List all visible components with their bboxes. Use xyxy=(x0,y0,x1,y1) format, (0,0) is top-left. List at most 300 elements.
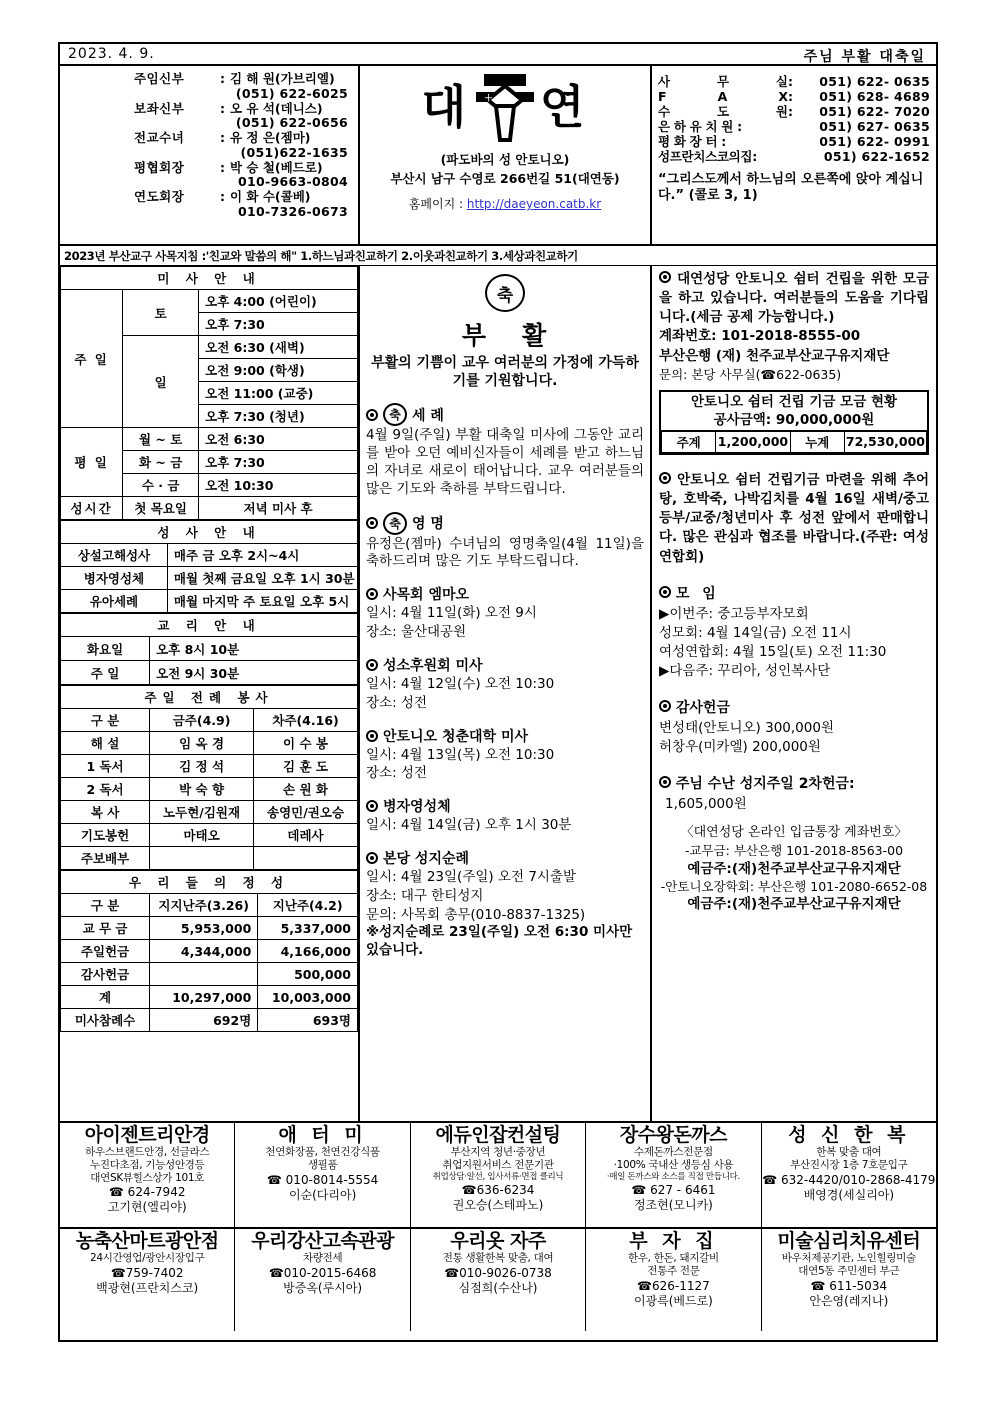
mass-time: 오전 6:30 (새벽) xyxy=(199,336,358,359)
offering-label: 주일헌금 xyxy=(61,940,150,963)
ad-business-name: 장수왕돈까스 xyxy=(619,1124,727,1146)
mass-time: 오후 7:30 (청년) xyxy=(199,405,358,428)
ad-contact-person: 방증옥(루시아) xyxy=(283,1280,363,1295)
staff-name: 오 유 석(데니스) xyxy=(230,100,323,116)
staff-role: 전교수녀 xyxy=(134,130,185,145)
announcement-line: 장소: 울산대공원 xyxy=(366,624,467,641)
fund-status-box xyxy=(659,390,929,455)
mass-day: 월 ~ 토 xyxy=(123,428,199,451)
announcement-heading xyxy=(366,512,644,535)
ad-description: 24시간영업/광안시장입구 xyxy=(89,1251,205,1264)
catechesis-row xyxy=(61,661,358,685)
masthead xyxy=(60,66,936,246)
easter-title: 부활 xyxy=(461,321,583,350)
staff-row xyxy=(60,131,354,146)
announcement-title: 성소후원회 미사 xyxy=(383,657,483,674)
fund-status-table xyxy=(661,430,927,453)
liturgy-role: 주보배부 xyxy=(61,847,150,870)
ad-phone: ☎ 632-4420/010-2868-4179 xyxy=(762,1172,936,1187)
mass-time: 오전 11:00 (교중) xyxy=(199,382,358,405)
contact-row: 사 무 실 : 051) 622- 0635 xyxy=(658,74,930,89)
svg-text:＋: ＋ xyxy=(484,94,498,104)
mass-time: 오전 10:30 xyxy=(199,474,358,497)
mass-day: 수 · 금 xyxy=(123,474,199,497)
staff-phone: (051) 622-0656 xyxy=(235,115,348,131)
thanksgiving-item: 변성태(안토니오) 300,000원 xyxy=(659,720,834,737)
contact-label: 은 하 유 치 원 : xyxy=(658,119,742,134)
ad-phone: ☎626-1127 xyxy=(637,1278,710,1293)
ad-phone: ☎636-6234 xyxy=(461,1182,535,1197)
bullet-icon xyxy=(659,776,671,788)
celebration-medal-icon: 축 xyxy=(383,403,407,426)
offering-prev2: 10,297,000 xyxy=(150,986,258,1009)
online-account-title: 〈대연성당 온라인 입금통장 계좌번호〉 xyxy=(680,825,908,841)
shelter-account-contact: 문의: 본당 사무실(☎622-0635) xyxy=(659,366,842,382)
logo-char-yeon: 연 xyxy=(540,80,589,134)
mass-day: 화 ~ 금 xyxy=(123,451,199,474)
ad-description: 하우스브랜드안경, 선글라스 xyxy=(85,1145,210,1158)
contact-row xyxy=(658,134,930,149)
ad-description: 취업상담·알선, 입사서류·면접 클리닉 xyxy=(432,1171,564,1182)
staff-role: 주임신부 xyxy=(134,71,185,86)
announcement-heading xyxy=(366,655,644,675)
offering-prev2: 4,344,000 xyxy=(150,940,258,963)
staff-name: 박 승 철(베드로) xyxy=(230,159,323,175)
ad-contact-person: 배영경(세실리아) xyxy=(803,1187,895,1202)
food-sale-notice xyxy=(659,471,929,567)
catechesis-label: 주 일 xyxy=(61,661,150,685)
parish-logo xyxy=(360,70,650,148)
contact-row: F A X : 051) 628- 4689 xyxy=(658,89,930,104)
thanksgiving-item: 허창우(미카엘) 200,000원 xyxy=(659,739,821,756)
bullet-icon xyxy=(366,659,378,671)
liturgy-this-week xyxy=(150,847,254,870)
ad-description: 수제돈까스전문점 xyxy=(634,1145,713,1158)
staff-phone: (051)622-1635 xyxy=(240,144,348,160)
celebration-medal-icon: 축 xyxy=(383,512,407,535)
scripture-verse: “그리스도께서 하느님의 오른쪽에 앉아 계십니다.” (콜로 3, 1) xyxy=(658,172,924,204)
second-collection-title: 주님 수난 성지주일 2차헌금: xyxy=(675,776,855,793)
announcement-title: 안토니오 청춘대학 미사 xyxy=(383,728,528,745)
ad-contact-person: 심점희(수산나) xyxy=(458,1280,538,1295)
liturgy-role: 복 사 xyxy=(61,801,150,824)
ad-description: 취업지원서비스 전문기관 xyxy=(442,1158,554,1171)
parish-identity-block xyxy=(360,66,652,244)
mass-group: 주 일 xyxy=(61,290,123,428)
announcement-line: 일시: 4월 14일(금) 오후 1시 30분 xyxy=(366,817,572,834)
ad-description: 바우처제공기관, 노인힐링미술 xyxy=(781,1251,916,1264)
sacrament-label: 상설고해성사 xyxy=(61,544,168,567)
diocesan-guideline-banner xyxy=(60,246,936,266)
ad-description: 부산지역 청년·중장년 xyxy=(450,1145,546,1158)
announcement-item xyxy=(366,796,644,835)
ad-business-name: 우리옷 자주 xyxy=(450,1230,546,1252)
liturgy-row xyxy=(61,824,358,847)
catechesis-title: 교 리 안 내 xyxy=(61,614,358,637)
offering-prev1: 5,337,000 xyxy=(258,917,358,940)
ad-business-name: 미술심리치유센터 xyxy=(777,1230,921,1252)
food-sale-text: 안토니오 쉼터 건립기금 마련을 위해 추어탕, 호박죽, 나박김치를 4월 16일 새벽/중고등부/교중/청년미사 후 성전 앞에서 판매합니다. 많은 관심과 협조를 바랍니다.(주관: 여성연합회) xyxy=(659,471,930,565)
catechesis-value: 오후 8시 10분 xyxy=(150,637,358,661)
offering-label: 계 xyxy=(61,986,150,1009)
mass-day: 일 xyxy=(123,336,199,428)
ad-contact-person: 이광륵(베드로) xyxy=(633,1293,713,1308)
announcement-note: ※성지순례로 23일(주일) 오전 6:30 미사만 있습니다. xyxy=(366,924,633,958)
liturgy-next-week: 손 원 화 xyxy=(254,778,358,801)
staff-phone: (051) 622-6025 xyxy=(235,85,348,101)
announcement-title: 영 명 xyxy=(412,516,444,533)
ad-phone: ☎759-7402 xyxy=(110,1265,184,1280)
announcement-line: 문의: 사목회 총무(010-8837-1325) xyxy=(366,906,586,923)
sacrament-value: 매월 첫째 금요일 오후 1시 30분 xyxy=(167,567,357,590)
advertisement-card xyxy=(586,1229,761,1331)
advertisement-card xyxy=(411,1229,586,1331)
thanksgiving-list xyxy=(659,719,929,757)
mass-group: 평 일 xyxy=(61,428,123,497)
ad-description: 천연화장품, 천연건강식품 xyxy=(265,1145,380,1158)
easter-greeting: 부활의 기쁨이 교우 여러분의 가정에 가득하기를 기원합니다. xyxy=(371,355,639,390)
offering-row xyxy=(61,986,358,1009)
announcement-title: 병자영성체 xyxy=(383,799,451,816)
sacrament-label: 유아세례 xyxy=(61,590,168,613)
parish-address: 부산시 남구 수영로 266번길 51(대연동) xyxy=(390,171,620,186)
cross-emblem-svg xyxy=(470,70,540,144)
parish-staff-block xyxy=(60,66,360,244)
bullet-icon xyxy=(659,700,671,712)
offering-label: 감사헌금 xyxy=(61,963,150,986)
ad-contact-person: 안은영(레지나) xyxy=(809,1293,889,1308)
announcement-heading xyxy=(366,796,644,816)
announcement-title: 사목회 엠마오 xyxy=(383,587,470,604)
ad-description: ·매일 돈까스와 소스를 직접 만듭니다. xyxy=(606,1171,740,1182)
second-collection-value: 1,605,000원 xyxy=(665,796,747,813)
ad-contact-person: 이순(다리아) xyxy=(288,1187,357,1202)
staff-role: 보좌신부 xyxy=(134,100,185,116)
sacraments-title: 성 사 안 내 xyxy=(61,521,358,544)
liturgy-next-week: 데레사 xyxy=(254,824,358,847)
offering-prev2: 692명 xyxy=(150,1009,258,1032)
advertisement-card xyxy=(411,1123,586,1227)
announcement-item xyxy=(366,655,644,713)
meetings-heading xyxy=(659,585,929,605)
liturgy-role: 1 독서 xyxy=(61,755,150,778)
ad-business-name: 우리강산고속관광 xyxy=(251,1230,395,1252)
content-columns xyxy=(60,266,936,1121)
mass-time: 오후 7:30 xyxy=(199,313,358,336)
advertisement-card xyxy=(235,1229,410,1331)
meeting-item: 성모회: 4월 14일(금) 오전 11시 xyxy=(659,624,852,641)
announcement-item xyxy=(366,726,644,784)
contact-value: 051) 622- 0991 xyxy=(819,134,930,149)
thanksgiving-block xyxy=(659,699,929,757)
staff-row xyxy=(60,161,354,176)
thanksgiving-title: 감사헌금 xyxy=(675,700,730,717)
contact-list xyxy=(658,74,930,164)
ad-description: 부산진시장 1층 7호문입구 xyxy=(790,1158,908,1171)
shelter-account-bank: 부산은행 (재) 천주교부산교구유지재단 xyxy=(659,347,890,364)
liturgy-row xyxy=(61,732,358,755)
liturgy-next-week: 이 수 봉 xyxy=(254,732,358,755)
online-account-line: 예금주:(재)천주교부산교구유지재단 xyxy=(687,896,901,913)
advertisement-card xyxy=(235,1123,410,1227)
advertisement-card xyxy=(60,1229,235,1331)
cross-emblem-icon xyxy=(470,70,540,144)
bullet-icon xyxy=(366,852,378,864)
liturgy-row xyxy=(61,778,358,801)
offering-title: 우 리 들 의 정 성 xyxy=(61,871,358,894)
liturgy-role: 기도봉헌 xyxy=(61,824,150,847)
offering-label: 미사참례수 xyxy=(61,1009,150,1032)
announcement-line: 일시: 4월 11일(화) 오전 9시 xyxy=(366,605,537,622)
staff-name: 김 해 원(가브리엘) xyxy=(230,71,335,86)
issue-date: 2023. 4. 9. xyxy=(68,46,155,62)
bullet-icon xyxy=(659,271,671,283)
bullet-icon xyxy=(659,586,671,598)
ad-business-name: 부 자 집 xyxy=(629,1230,718,1252)
middle-column xyxy=(360,266,652,1121)
thanksgiving-heading xyxy=(659,699,929,719)
advertisement-card xyxy=(762,1229,936,1331)
staff-phone: 010-9663-0804 xyxy=(238,174,348,190)
holy-hour-day: 첫 목요일 xyxy=(123,497,199,520)
offering-prev2 xyxy=(150,963,258,986)
bullet-icon xyxy=(366,517,378,529)
mass-day: 토 xyxy=(123,290,199,336)
meeting-item: ▶다음주: 꾸리아, 성인복사단 xyxy=(659,663,831,680)
ad-description: 한복 맞춤 대여 xyxy=(816,1145,882,1158)
online-account-line: -안토니오장학회: 부산은행 101-2080-6652-08 xyxy=(660,879,928,895)
ad-business-name: 농축산마트광안점 xyxy=(75,1230,219,1252)
liturgy-this-week: 임 옥 경 xyxy=(150,732,254,755)
staff-colon: : xyxy=(220,71,225,86)
announcement-item xyxy=(366,584,644,642)
easter-feast-block xyxy=(366,274,644,390)
liturgy-header-cell: 차주(4.16) xyxy=(254,709,358,732)
contact-value: 051) 622- 0635 xyxy=(819,74,930,89)
offering-row xyxy=(61,917,358,940)
liturgy-header-cell: 금주(4.9) xyxy=(150,709,254,732)
ad-phone: ☎ 010-8014-5554 xyxy=(266,1172,379,1187)
liturgy-service-table xyxy=(60,685,358,870)
mass-row xyxy=(61,428,358,451)
ad-contact-person: 정조현(모니카) xyxy=(633,1197,713,1212)
staff-phone: 010-7326-0673 xyxy=(238,203,348,219)
announcement-line: 장소: 대구 한티성지 xyxy=(366,887,484,904)
catechesis-row xyxy=(61,637,358,661)
staff-colon: : xyxy=(220,130,225,145)
contact-row xyxy=(658,119,930,134)
ad-description: 차량전세 xyxy=(302,1251,343,1264)
contact-value: 051) 627- 0635 xyxy=(819,119,930,134)
catechesis-table xyxy=(60,613,358,685)
offering-prev1: 500,000 xyxy=(258,963,358,986)
announcement-list xyxy=(366,403,644,959)
liturgy-this-week: 마태오 xyxy=(150,824,254,847)
ad-contact-person: 백광현(프란치스코) xyxy=(96,1280,199,1295)
mass-schedule-title: 미 사 안 내 xyxy=(61,267,358,290)
offering-row xyxy=(61,963,358,986)
announcement-line: 장소: 성전 xyxy=(366,694,428,711)
ad-business-name: 성 신 한 복 xyxy=(788,1124,910,1146)
online-account-line: -교무금: 부산은행 101-2018-8563-00 xyxy=(684,843,904,859)
ad-row-first xyxy=(60,1123,936,1227)
sacrament-row xyxy=(61,590,358,613)
ad-description: 생필품 xyxy=(307,1158,338,1171)
fund-status-subtitle: 공사금액: 90,000,000원 xyxy=(713,411,875,428)
contact-row: 수 도 원 : 051) 622- 7020 xyxy=(658,104,930,119)
ad-description: 대연5동 주민센터 부근 xyxy=(798,1264,900,1277)
liturgy-next-week: 송영민/권오승 xyxy=(254,801,358,824)
offering-table xyxy=(60,870,358,1032)
mass-row xyxy=(61,290,358,313)
liturgy-row xyxy=(61,847,358,870)
meetings-list xyxy=(659,605,929,682)
staff-role: 연도회장 xyxy=(134,189,185,204)
staff-role: 평협회장 xyxy=(134,159,185,175)
ad-contact-person: 고기현(엘리야) xyxy=(107,1200,187,1215)
announcement-line: 장소: 성전 xyxy=(366,765,428,782)
staff-colon: : xyxy=(220,189,225,204)
ad-contact-person: 권오승(스테파노) xyxy=(452,1197,544,1212)
online-account-lines xyxy=(659,842,929,914)
announcement-line: 일시: 4월 13일(목) 오전 10:30 xyxy=(366,746,555,763)
liturgy-this-week: 노두현/김원재 xyxy=(150,801,254,824)
announcement-line: 일시: 4월 23일(주일) 오전 7시출발 xyxy=(366,868,577,885)
contact-label: 평 화 장 터 : xyxy=(658,134,727,149)
announcement-line: 일시: 4월 12일(수) 오전 10:30 xyxy=(366,675,555,692)
ad-phone: ☎010-9026-0738 xyxy=(444,1265,552,1280)
celebration-medal-char: 축 xyxy=(485,274,525,312)
ad-phone: ☎ 624-7942 xyxy=(108,1185,186,1200)
offering-header-cell: 지난주(4.2) xyxy=(258,894,358,917)
ad-description: 누진다초점, 기능성안경등 xyxy=(90,1158,205,1171)
diocesan-guideline-text: 2023년 부산교구 사목지침 :'친교와 말씀의 해" 1.하느님과친교하기 2.이웃과친교하기 3.세상과친교하기 xyxy=(64,249,578,263)
dateline-bar xyxy=(60,44,936,66)
contact-label: F A X xyxy=(658,89,788,104)
staff-row xyxy=(60,190,354,205)
announcement-heading xyxy=(366,848,644,868)
ad-description: 전통주 전문 xyxy=(647,1264,700,1277)
offering-header-cell: 구 분 xyxy=(61,894,150,917)
shelter-fundraising-text: 대연성당 안토니오 쉼터 건립을 위한 모금을 하고 있습니다. 여러분들의 도움을 기다립니다.(세금 공제 가능합니다.) xyxy=(659,271,930,326)
announcement-item xyxy=(366,512,644,572)
fund-total-value: 72,530,000 xyxy=(844,431,926,453)
offering-header-cell: 지지난주(3.26) xyxy=(150,894,258,917)
contact-row xyxy=(658,149,930,164)
mass-time: 오후 7:30 xyxy=(199,451,358,474)
staff-list xyxy=(60,72,354,220)
announcement-item xyxy=(366,403,644,498)
homepage-link[interactable]: http://daeyeon.catb.kr xyxy=(466,197,602,211)
contact-value: 051) 622- 7020 xyxy=(819,104,930,119)
right-column xyxy=(652,266,936,1121)
ad-phone: ☎ 627 - 6461 xyxy=(631,1182,716,1197)
feast-day-title: 주님 부활 대축일 xyxy=(803,49,926,65)
fund-week-label: 주계 xyxy=(662,431,716,453)
sacrament-value: 매주 금 오후 2시~4시 xyxy=(167,544,357,567)
contact-block xyxy=(652,66,936,244)
liturgy-role: 해 설 xyxy=(61,732,150,755)
advertisement-card xyxy=(60,1123,235,1227)
liturgy-title: 주일 전례 봉사 xyxy=(61,686,358,709)
ad-description: 대연SK뷰힐스상가 101호 xyxy=(90,1171,205,1184)
offering-prev1: 693명 xyxy=(258,1009,358,1032)
holy-hour-time: 저녁 미사 후 xyxy=(199,497,358,520)
mass-time: 오후 4:00 (어린이) xyxy=(199,290,358,313)
ad-business-name: 에듀인잡컨설팅 xyxy=(435,1124,561,1146)
mass-schedule-table xyxy=(60,266,358,520)
sacrament-row xyxy=(61,544,358,567)
fund-total-label: 누계 xyxy=(790,431,844,453)
announcement-title: 본당 성지순례 xyxy=(383,850,470,867)
online-account-line: 예금주:(재)천주교부산교구유지재단 xyxy=(687,860,901,877)
homepage-label: 홈페이지 : xyxy=(408,197,464,211)
homepage-line xyxy=(360,195,650,212)
offering-prev2: 5,953,000 xyxy=(150,917,258,940)
staff-colon: : xyxy=(220,159,225,175)
contact-label: 수 도 원 xyxy=(658,104,788,119)
ad-description: 한우, 한돈, 돼지갈비 xyxy=(627,1251,719,1264)
announcement-heading xyxy=(366,726,644,746)
fund-status-title: 안토니오 쉼터 건립 기금 모금 현황 xyxy=(690,393,898,410)
ad-row-second xyxy=(60,1227,936,1331)
announcement-item xyxy=(366,848,644,960)
mass-time: 오전 9:00 (학생) xyxy=(199,359,358,382)
contact-value: 051) 622-1652 xyxy=(823,149,930,164)
ad-description: ·100% 국내산 생등심 사용 xyxy=(613,1158,734,1171)
liturgy-next-week xyxy=(254,847,358,870)
mass-time: 오전 6:30 xyxy=(199,428,358,451)
liturgy-this-week: 박 숙 향 xyxy=(150,778,254,801)
staff-row xyxy=(60,72,354,87)
bullet-icon xyxy=(659,472,671,484)
fund-week-value: 1,200,000 xyxy=(716,431,790,453)
patron-saint: (파도바의 성 안토니오) xyxy=(440,152,570,167)
bullet-icon xyxy=(366,588,378,600)
liturgy-next-week: 김 훈 도 xyxy=(254,755,358,778)
meetings-block xyxy=(659,585,929,682)
liturgy-header-cell: 구 분 xyxy=(61,709,150,732)
offering-label: 교 무 금 xyxy=(61,917,150,940)
advertisement-card xyxy=(762,1123,936,1227)
bullet-icon xyxy=(366,730,378,742)
announcement-title: 세 례 xyxy=(412,407,444,424)
meetings-title: 모 임 xyxy=(675,585,720,602)
liturgy-row xyxy=(61,801,358,824)
offering-prev1: 4,166,000 xyxy=(258,940,358,963)
celebration-medal-icon xyxy=(485,274,525,312)
ad-description: 전통 생활한복 맞춤, 대여 xyxy=(442,1251,554,1264)
liturgy-this-week: 김 정 석 xyxy=(150,755,254,778)
shelter-fundraising-notice xyxy=(659,270,929,327)
announcement-heading xyxy=(366,584,644,604)
offering-row xyxy=(61,940,358,963)
announcement-body: 유정은(젬마) 수녀님의 영명축일(4월 11일)을 축하드리며 많은 기도 부탁드립니다. xyxy=(366,535,644,570)
announcement-heading xyxy=(366,403,644,426)
second-collection-heading xyxy=(659,775,929,795)
staff-colon: : xyxy=(220,100,225,116)
liturgy-role: 2 독서 xyxy=(61,778,150,801)
ad-phone: ☎ 611-5034 xyxy=(810,1278,888,1293)
offering-row xyxy=(61,1009,358,1032)
offering-prev1: 10,003,000 xyxy=(258,986,358,1009)
advertisement-card xyxy=(586,1123,761,1227)
catechesis-value: 오전 9시 30분 xyxy=(150,661,358,685)
contact-value: 051) 628- 4689 xyxy=(819,89,930,104)
sacrament-value: 매월 마지막 주 토요일 오후 5시 xyxy=(167,590,357,613)
left-column xyxy=(60,266,360,1121)
ad-business-name: 아이젠트리안경 xyxy=(84,1124,210,1146)
